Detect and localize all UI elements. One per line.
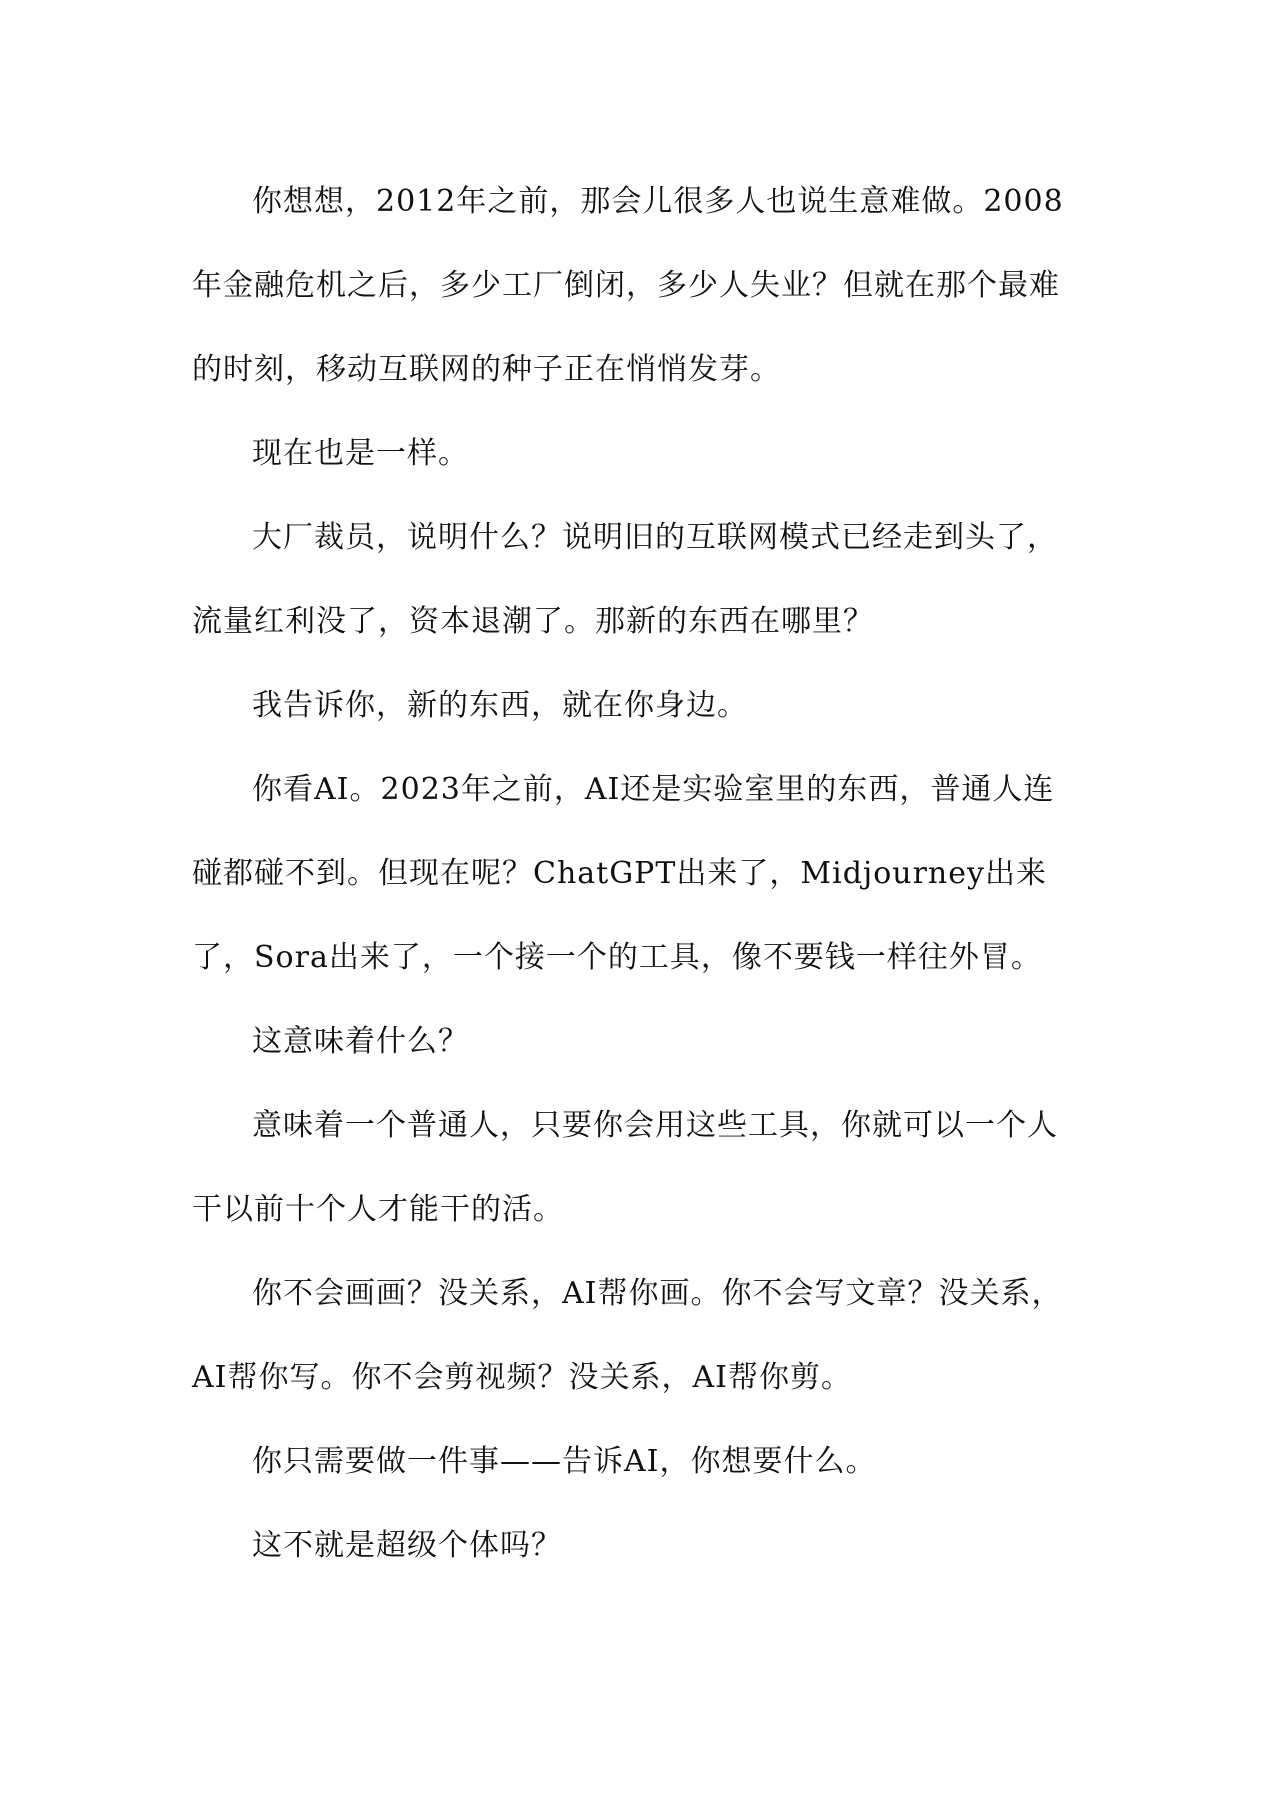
paragraph-10: 这不就是超级个体吗？: [252, 1528, 562, 1563]
paragraph-7: 意味着一个普通人，只要你会用这些工具，你就可以一个人干以前十个人才能干的活。: [192, 1108, 1058, 1227]
paragraph-2: 现在也是一样。: [252, 436, 469, 471]
paragraph-5: 你看AI。2023年之前，AI还是实验室里的东西，普通人连碰都碰不到。但现在呢？ChatGPT出来了，Midjourney出来了，Sora出来了，一个接一个的工具，像不要钱一样往外冒。: [192, 772, 1055, 975]
paragraph-6: 这意味着什么？: [252, 1024, 469, 1059]
paragraph-1: 你想想，2012年之前，那会儿很多人也说生意难做。2008年金融危机之后，多少工厂倒闭，多少人失业？但就在那个最难的时刻，移动互联网的种子正在悄悄发芽。: [192, 184, 1064, 387]
paragraph-9: 你只需要做一件事——告诉AI，你想要什么。: [252, 1444, 877, 1479]
paragraph-8: 你不会画画？没关系，AI帮你画。你不会写文章？没关系，AI帮你写。你不会剪视频？没关系，AI帮你剪。: [192, 1276, 1063, 1395]
paragraph-3: 大厂裁员，说明什么？说明旧的互联网模式已经走到头了，流量红利没了，资本退潮了。那新的东西在哪里？: [192, 520, 1058, 639]
document-body: [192, 160, 1082, 1588]
paragraph-4: 我告诉你，新的东西，就在你身边。: [252, 688, 748, 723]
